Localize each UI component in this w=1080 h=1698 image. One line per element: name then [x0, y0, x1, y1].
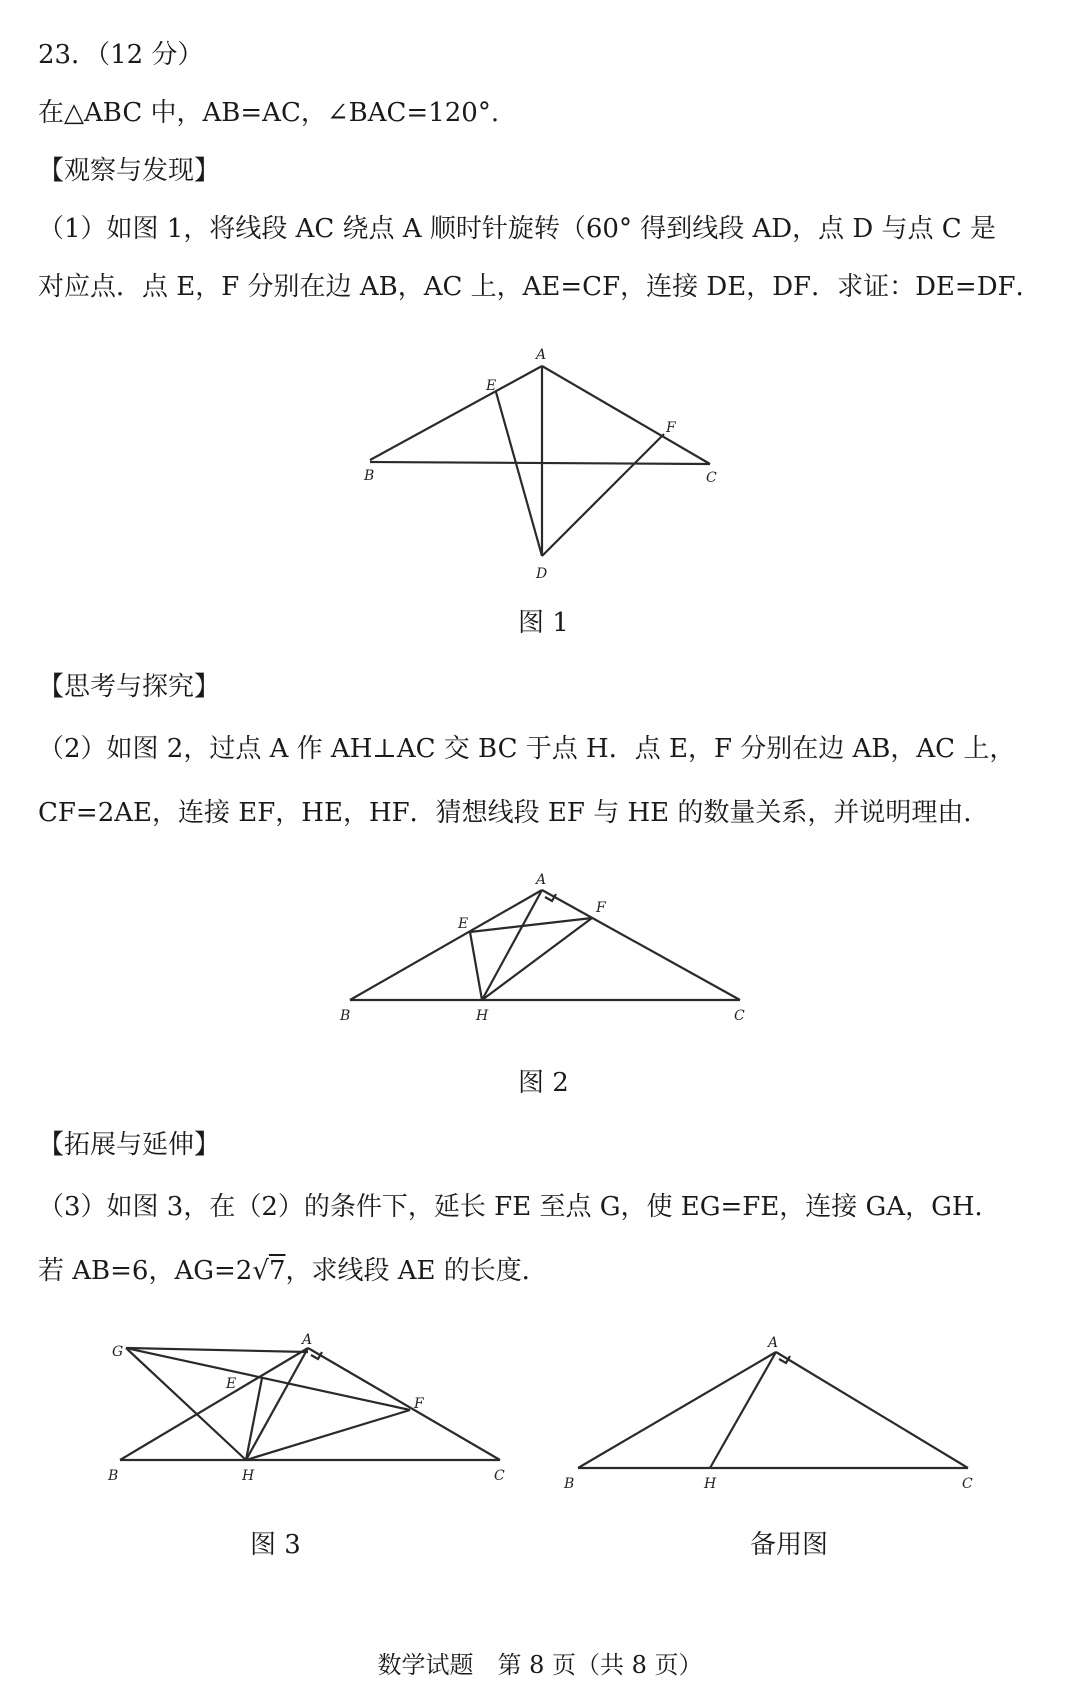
fig1-label-c: C	[706, 470, 717, 486]
fig2-segment-he	[470, 932, 482, 1000]
fig2-right-angle-mark	[545, 894, 556, 901]
spare-label-c: C	[962, 1476, 973, 1492]
fig3-label-h: H	[242, 1468, 255, 1484]
part2-heading: 【思考与探究】	[38, 672, 221, 702]
figure-1-lines	[370, 366, 710, 556]
spare-figure-caption: 备用图	[750, 1530, 829, 1560]
fig1-segment-ab	[370, 366, 542, 460]
fig3-label-e: E	[226, 1376, 237, 1392]
spare-figure-lines	[578, 1352, 968, 1468]
figure-2-lines	[350, 890, 740, 1000]
fig1-label-a: A	[536, 347, 547, 363]
fig2-label-e: E	[458, 916, 469, 932]
spare-label-a: A	[768, 1335, 779, 1351]
fig1-segment-de	[496, 392, 542, 556]
fig3-label-b: B	[108, 1468, 119, 1484]
part2-text-line1: （2）如图 2，过点 A 作 AH⊥AC 交 BC 于点 H．点 E，F 分别在边 AB，AC 上，	[38, 734, 1016, 764]
fig3-label-f: F	[414, 1396, 424, 1412]
fig1-segment-ac	[542, 366, 710, 464]
fig1-label-d: D	[536, 566, 548, 582]
problem-number: 23．（12 分）	[38, 40, 204, 70]
spare-segment-ah	[710, 1352, 776, 1468]
sqrt-sign: √	[252, 1256, 269, 1286]
spare-label-h: H	[704, 1476, 717, 1492]
fig3-label-g: G	[112, 1344, 124, 1360]
fig3-segment-ab	[120, 1348, 308, 1460]
fig2-label-b: B	[340, 1008, 351, 1024]
part1-text-line2: 对应点．点 E，F 分别在边 AB，AC 上，AE=CF，连接 DE，DF．求证：DE=DF．	[38, 272, 1042, 302]
fig1-label-b: B	[364, 468, 375, 484]
fig2-segment-ef	[470, 918, 592, 932]
fig2-segment-ah	[482, 890, 542, 1000]
problem-given: 在△ABC 中，AB=AC，∠BAC=120°.	[38, 98, 500, 128]
fig3-segment-gh	[126, 1348, 246, 1460]
fig3-segment-hf	[246, 1410, 410, 1460]
fig2-segment-ab	[350, 890, 542, 1000]
fig2-segment-hf	[482, 918, 592, 1000]
fig2-label-h: H	[476, 1008, 489, 1024]
fig1-label-e: E	[486, 378, 497, 394]
fig2-label-a: A	[536, 872, 547, 888]
part3-heading: 【拓展与延伸】	[38, 1130, 221, 1160]
fig2-label-c: C	[734, 1008, 745, 1024]
fig3-segment-ac	[308, 1348, 500, 1460]
fig1-label-f: F	[666, 420, 676, 436]
fig1-segment-df	[542, 434, 664, 556]
fig3-label-a: A	[302, 1332, 313, 1348]
fig3-segment-ah	[246, 1348, 308, 1460]
part2-text-line2: CF=2AE，连接 EF，HE，HF．猜想线段 EF 与 HE 的数量关系，并说明理由．	[38, 798, 990, 828]
fig2-segment-ac	[542, 890, 740, 1000]
spare-label-b: B	[564, 1476, 575, 1492]
fig3-segment-gf	[126, 1348, 410, 1410]
figure-3-lines	[120, 1348, 500, 1460]
page-footer: 数学试题 第 8 页（共 8 页）	[377, 1651, 703, 1679]
fig3-right-angle-mark	[311, 1352, 322, 1359]
fig3-segment-he	[246, 1378, 262, 1460]
part3-text-line2-start: 若 AB=6，AG=2	[38, 1256, 253, 1286]
spare-right-angle-mark	[779, 1356, 790, 1363]
fig2-label-f: F	[596, 900, 606, 916]
fig1-segment-bc	[370, 462, 710, 464]
spare-segment-ac	[776, 1352, 968, 1468]
part1-heading: 【观察与发现】	[38, 156, 221, 186]
part1-text-line1: （1）如图 1，将线段 AC 绕点 A 顺时针旋转（60° 得到线段 AD，点 D 与点 C 是	[38, 214, 996, 244]
part3-text-line2-end: ，求线段 AE 的长度．	[285, 1256, 548, 1286]
fig3-label-c: C	[494, 1468, 505, 1484]
figure-3-caption: 图 3	[250, 1530, 301, 1560]
sqrt-radicand: 7	[268, 1256, 286, 1286]
spare-segment-ab	[578, 1352, 776, 1468]
figure-2-caption: 图 2	[518, 1068, 569, 1098]
part3-text-line2	[38, 1254, 548, 1288]
part3-text-line1: （3）如图 3，在（2）的条件下，延长 FE 至点 G，使 EG=FE，连接 GA，GH．	[38, 1192, 1001, 1222]
figure-1-caption: 图 1	[518, 608, 569, 638]
fig3-segment-ga	[126, 1348, 308, 1352]
